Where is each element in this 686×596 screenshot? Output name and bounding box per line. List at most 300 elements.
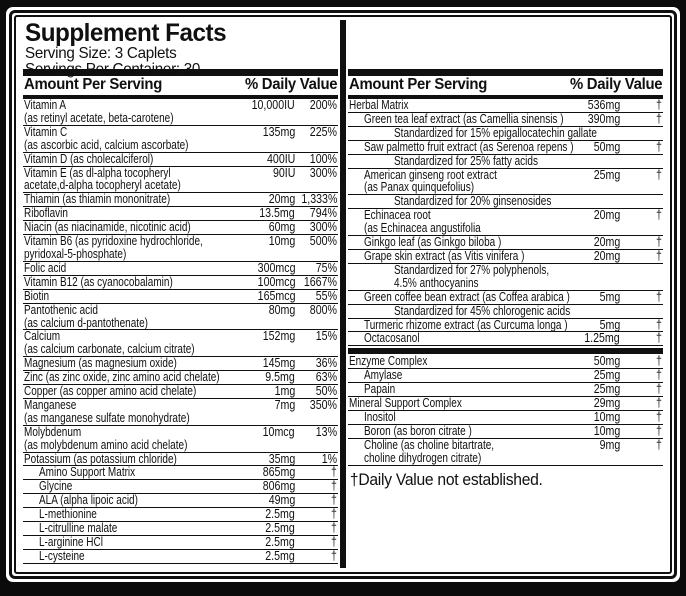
amount-value	[233, 153, 295, 166]
amount-text: 25mg	[593, 167, 620, 182]
ingredient-name-secondary: pyridoxal-5-phosphate)	[24, 246, 127, 261]
amount-text: 7mg	[274, 397, 295, 412]
ingredient-name: Enzyme Complex	[349, 354, 428, 369]
daily-value	[295, 153, 337, 166]
amount-text: 25mg	[593, 368, 620, 383]
daily-value	[295, 399, 337, 412]
ingredient-name-cell	[24, 167, 233, 193]
ingredient-name-cell	[349, 111, 564, 126]
ingredient-name: Amylase	[364, 368, 403, 383]
amount-value	[558, 383, 620, 396]
ingredient-name-cell	[24, 550, 233, 563]
table-row	[23, 522, 338, 536]
ingredient-name-cell	[24, 508, 233, 521]
table-row	[348, 291, 663, 305]
ingredient-name-cell	[24, 235, 233, 261]
daily-value-text: †	[656, 331, 662, 346]
daily-value-text: 13%	[315, 424, 337, 439]
daily-value-text: 50%	[315, 384, 337, 399]
daily-value-text: †	[656, 437, 662, 452]
daily-value	[295, 99, 337, 112]
ingredient-name-cell	[349, 397, 558, 410]
table-row	[348, 141, 663, 155]
table-row	[348, 236, 663, 250]
ingredient-name: Mineral Support Complex	[349, 396, 462, 411]
ingredient-name-cell	[349, 355, 558, 368]
amount-value	[558, 169, 620, 182]
ingredient-name-secondary: (as molybdenum amino acid chelate)	[24, 437, 188, 452]
ingredient-name-cell	[24, 276, 233, 289]
amount-text: 400IU	[266, 151, 295, 166]
amount-text: 145mg	[262, 356, 295, 371]
ingredient-name: L-citrulline malate	[39, 521, 118, 536]
daily-value	[295, 126, 337, 139]
ingredient-name-cell	[349, 425, 558, 438]
daily-value-text: 15%	[315, 329, 337, 344]
amount-text: 9mg	[599, 437, 620, 452]
table-row	[23, 426, 338, 453]
standardization-row	[348, 127, 663, 141]
daily-value	[620, 99, 662, 112]
ingredient-name: Vitamin C	[24, 124, 68, 139]
daily-value-header: % Daily Value	[244, 76, 337, 93]
ingredient-name: Glycine	[39, 479, 73, 494]
daily-value	[295, 235, 337, 248]
outer-frame	[9, 10, 677, 579]
ingredient-name: Grape skin extract (as Vitis vinifera )	[364, 248, 525, 263]
table-row	[23, 167, 338, 194]
ingredient-name-secondary: acetate,d-alpha tocopheryl acetate)	[24, 178, 181, 193]
ingredient-name: Magnesium (as magnesium oxide)	[24, 356, 177, 371]
table-row	[23, 357, 338, 371]
ingredient-name-cell	[24, 290, 233, 303]
daily-value-text: 1667%	[303, 274, 337, 289]
ingredient-name: Molybdenum	[24, 424, 82, 439]
ingredient-name: Green coffee bean extract (as Coffea arabica )	[364, 289, 570, 304]
amount-value	[233, 453, 295, 466]
daily-value-text: †	[656, 289, 662, 304]
amount-text: 165mcg	[257, 288, 295, 303]
ingredient-name-cell	[24, 494, 233, 507]
ingredient-name-secondary: (as manganese sulfate monohydrate)	[24, 410, 190, 425]
ingredient-name-cell	[349, 264, 662, 290]
ingredient-name-cell	[24, 193, 233, 206]
amount-value	[558, 355, 620, 368]
ingredient-name-cell	[24, 330, 233, 356]
ingredient-name: Inositol	[364, 409, 396, 424]
ingredient-name-cell	[349, 139, 574, 154]
ingredient-name: Riboflavin	[24, 206, 68, 221]
ingredient-name: Green tea leaf extract (as Camellia sinensis )	[364, 111, 564, 126]
amount-value	[558, 250, 620, 263]
table-row	[23, 126, 338, 153]
amount-value	[233, 235, 295, 248]
daily-value	[295, 480, 337, 493]
daily-value-text: 300%	[309, 165, 337, 180]
standardization-row	[348, 264, 663, 291]
table-row	[23, 304, 338, 331]
amount-text: 152mg	[262, 329, 295, 344]
table-row	[23, 221, 338, 235]
right-column-spacer	[348, 20, 663, 69]
amount-text: 10,000IU	[251, 98, 295, 112]
daily-value	[295, 290, 337, 303]
ingredient-name: Standardized for 25% fatty acids	[394, 153, 538, 168]
ingredient-name-secondary: choline dihydrogen citrate)	[364, 450, 482, 465]
page-title: Supplement Facts	[25, 19, 227, 47]
ingredient-name-cell	[24, 126, 233, 152]
daily-value	[295, 221, 337, 234]
amount-value	[233, 385, 295, 398]
ingredient-name: Vitamin E (as dl-alpha tocopheryl	[24, 165, 171, 180]
amount-value	[233, 371, 295, 384]
table-row	[23, 207, 338, 221]
ingredient-name: Vitamin D (as cholecalciferol)	[24, 151, 154, 166]
ingredient-name: Biotin	[24, 288, 50, 303]
ingredient-name-cell	[24, 385, 233, 398]
amount-text: 9.5mg	[265, 370, 295, 385]
ingredient-name-secondary: (as calcium d-pantothenate)	[24, 315, 148, 330]
ingredient-name-secondary: (as calcium carbonate, calcium citrate)	[24, 342, 195, 357]
daily-value-text: †	[331, 479, 337, 494]
amount-value	[233, 99, 295, 112]
daily-value-text: †	[331, 548, 337, 563]
amount-value	[233, 290, 295, 303]
label-mat	[6, 7, 680, 582]
amount-value	[233, 262, 295, 275]
ingredient-name-cell	[349, 209, 558, 235]
ingredient-name: Amino Support Matrix	[39, 465, 136, 480]
ingredient-name-cell	[24, 207, 233, 220]
ingredient-name-secondary: (as ascorbic acid, calcium ascorbate)	[24, 137, 189, 152]
table-row	[348, 99, 663, 113]
amount-value	[233, 207, 295, 220]
right-rows	[348, 99, 663, 466]
ingredient-name-cell	[349, 332, 558, 345]
daily-value-text: †	[656, 317, 662, 332]
amount-value	[233, 330, 295, 343]
daily-value-text: 75%	[315, 260, 337, 275]
daily-value	[295, 167, 337, 180]
daily-value-text: 225%	[309, 124, 337, 139]
ingredient-name-cell	[24, 262, 233, 275]
table-row	[23, 330, 338, 357]
table-row	[23, 536, 338, 550]
amount-value	[233, 522, 295, 535]
ingredient-name-cell	[24, 371, 233, 384]
ingredient-name: Papain	[364, 382, 396, 397]
amount-text: 25mg	[593, 382, 620, 397]
serving-size: Serving Size: 3 Caplets	[25, 45, 177, 62]
ingredient-name: Standardized for 45% chlorogenic acids	[394, 303, 571, 318]
ingredient-name-cell	[24, 522, 233, 535]
daily-value-text: 500%	[309, 234, 337, 249]
amount-text: 20mg	[268, 192, 295, 207]
amount-text: 80mg	[268, 302, 295, 317]
daily-value-text: †	[656, 98, 662, 112]
ingredient-name: Standardized for 20% ginsenosides	[394, 194, 552, 209]
ingredient-name-cell	[349, 439, 558, 465]
daily-value-text: †	[656, 111, 662, 126]
daily-value-text: 55%	[315, 288, 337, 303]
table-row	[23, 276, 338, 290]
table-row	[348, 319, 663, 333]
ingredient-name: Potassium (as potassium chloride)	[24, 451, 177, 466]
daily-value-text: †	[656, 235, 662, 250]
amount-text: 536mg	[587, 98, 620, 112]
daily-value-text: †	[656, 368, 662, 383]
ingredient-name-cell	[24, 536, 233, 549]
daily-value	[620, 332, 662, 345]
ingredient-name: Ginkgo leaf (as Ginkgo biloba )	[364, 235, 502, 250]
amount-text: 49mg	[268, 493, 295, 508]
right-column	[348, 20, 663, 568]
section-divider-bar	[348, 348, 663, 354]
amount-text: 865mg	[262, 465, 295, 480]
ingredient-name-secondary: 4.5% anthocyanins	[394, 275, 479, 290]
amount-value	[233, 357, 295, 370]
table-row	[348, 439, 663, 466]
ingredient-name: Pantothenic acid	[24, 302, 98, 317]
ingredient-name-cell	[349, 195, 662, 208]
daily-value	[620, 319, 662, 332]
right-table-header	[348, 69, 663, 99]
daily-value	[620, 369, 662, 382]
amount-value	[558, 113, 620, 126]
table-row	[348, 169, 663, 196]
ingredient-name-cell	[24, 466, 233, 479]
amount-value	[558, 99, 620, 112]
table-row	[23, 480, 338, 494]
column-divider	[340, 20, 346, 568]
table-row	[348, 383, 663, 397]
daily-value	[295, 466, 337, 479]
table-row	[23, 466, 338, 480]
amount-text: 5mg	[599, 317, 620, 332]
ingredient-name-cell	[349, 169, 558, 195]
daily-value-text: †	[656, 139, 662, 154]
amount-value	[233, 550, 295, 563]
daily-value-text: 100%	[309, 151, 337, 166]
amount-value	[233, 126, 295, 139]
daily-value-text: †	[656, 248, 662, 263]
amount-text: 50mg	[593, 354, 620, 369]
standardization-row	[348, 195, 663, 209]
ingredient-name: Standardized for 27% polyphenols,	[394, 262, 550, 277]
table-row	[348, 113, 663, 127]
ingredient-name: Thiamin (as thiamin mononitrate)	[24, 192, 171, 207]
amount-value	[233, 494, 295, 507]
inner-frame	[14, 15, 672, 574]
ingredient-name-cell	[24, 221, 233, 234]
amount-value	[233, 508, 295, 521]
daily-value-header: % Daily Value	[569, 76, 662, 93]
daily-value	[620, 250, 662, 263]
title-block	[23, 19, 338, 79]
table-row	[23, 193, 338, 207]
amount-value	[233, 304, 295, 317]
ingredient-name: L-cysteine	[39, 548, 85, 563]
daily-value	[620, 141, 662, 154]
ingredient-name-secondary: (as retinyl acetate, beta-carotene)	[24, 110, 174, 125]
amount-text: 2.5mg	[265, 548, 295, 563]
daily-value	[295, 304, 337, 317]
ingredient-name-cell	[24, 426, 233, 452]
amount-value	[558, 425, 620, 438]
ingredient-name-cell	[349, 155, 662, 168]
table-row	[348, 209, 663, 236]
ingredient-name-secondary: (as Panax quinquefolius)	[364, 180, 475, 195]
ingredient-name-cell	[349, 289, 570, 304]
daily-value-text: †	[656, 167, 662, 182]
amount-value	[233, 466, 295, 479]
ingredient-name-cell	[349, 317, 568, 332]
table-row	[348, 355, 663, 369]
amount-text: 390mg	[587, 111, 620, 126]
daily-value	[620, 355, 662, 368]
daily-value-text: 63%	[315, 370, 337, 385]
left-column	[23, 20, 338, 568]
amount-value	[233, 167, 295, 180]
ingredient-name: Boron (as boron citrate )	[364, 423, 472, 438]
table-row	[23, 262, 338, 276]
table-row	[23, 235, 338, 262]
ingredient-name: Standardized for 15% epigallocatechin gallate	[394, 125, 597, 140]
amount-value	[558, 332, 620, 345]
daily-value-text: 794%	[309, 206, 337, 221]
daily-value	[295, 330, 337, 343]
daily-value	[620, 383, 662, 396]
amount-value	[233, 221, 295, 234]
ingredient-name-cell	[24, 304, 233, 330]
amount-per-serving-header: Amount Per Serving	[24, 76, 163, 93]
daily-value-text: †	[656, 208, 662, 223]
ingredient-name: Echinacea root	[364, 208, 431, 223]
daily-value	[620, 169, 662, 182]
daily-value	[295, 371, 337, 384]
amount-text: 10mg	[593, 409, 620, 424]
amount-value	[558, 369, 620, 382]
label-content	[23, 20, 663, 568]
daily-value-text: †	[656, 354, 662, 369]
daily-value	[295, 508, 337, 521]
daily-value-text: †	[331, 465, 337, 480]
amount-value	[233, 193, 295, 206]
amount-text: 90IU	[272, 165, 295, 180]
amount-text: 2.5mg	[265, 535, 295, 549]
amount-text: 10mcg	[263, 424, 295, 439]
amount-text: 13.5mg	[259, 206, 295, 221]
ingredient-name-cell	[349, 383, 558, 396]
amount-value	[558, 411, 620, 424]
amount-value	[233, 399, 295, 412]
amount-text: 300mcg	[257, 260, 295, 275]
ingredient-name-cell	[349, 305, 662, 318]
daily-value	[295, 522, 337, 535]
daily-value-text: †	[656, 396, 662, 411]
ingredient-name-cell	[349, 411, 558, 424]
daily-value	[295, 426, 337, 439]
amount-text: 60mg	[268, 220, 295, 235]
daily-value-text: †	[656, 423, 662, 438]
standardization-row	[348, 305, 663, 319]
ingredient-name-cell	[24, 357, 233, 370]
table-row	[348, 425, 663, 439]
amount-value	[558, 397, 620, 410]
daily-value-text: 300%	[309, 220, 337, 235]
table-row	[23, 399, 338, 426]
ingredient-name-cell	[24, 153, 233, 166]
ingredient-name: Octacosanol	[364, 331, 420, 346]
table-row	[348, 332, 663, 346]
daily-value	[620, 236, 662, 249]
standardization-row	[348, 155, 663, 169]
daily-value	[620, 397, 662, 410]
daily-value	[295, 385, 337, 398]
ingredient-name: L-arginine HCl	[39, 535, 103, 549]
ingredient-name: Saw palmetto fruit extract (as Serenoa repens )	[364, 139, 574, 154]
daily-value-text: 1,333%	[301, 192, 338, 207]
ingredient-name: ALA (alpha lipoic acid)	[39, 493, 138, 508]
daily-value	[620, 209, 662, 222]
amount-value	[233, 536, 295, 549]
ingredient-name-cell	[24, 399, 233, 425]
daily-value-text: †	[656, 382, 662, 397]
daily-value-text: 800%	[309, 302, 337, 317]
daily-value	[620, 439, 662, 452]
ingredient-name-cell	[24, 453, 233, 466]
ingredient-name: Vitamin B6 (as pyridoxine hydrochloride,	[24, 234, 203, 249]
table-row	[348, 411, 663, 425]
ingredient-name-cell	[24, 480, 233, 493]
ingredient-name: Vitamin B12 (as cyanocobalamin)	[24, 274, 173, 289]
daily-value-text: 200%	[309, 98, 337, 112]
ingredient-name: Choline (as choline bitartrate,	[364, 437, 495, 452]
amount-text: 29mg	[593, 396, 620, 411]
daily-value	[620, 425, 662, 438]
ingredient-name: Calcium	[24, 329, 61, 344]
ingredient-name: Manganese	[24, 397, 77, 412]
daily-value-text: †	[331, 493, 337, 508]
amount-value	[233, 480, 295, 493]
table-row	[348, 397, 663, 411]
daily-value-text: †	[656, 409, 662, 424]
ingredient-name-cell	[349, 369, 558, 382]
daily-value	[620, 411, 662, 424]
amount-value	[233, 426, 295, 439]
amount-value	[558, 236, 620, 249]
amount-text: 1mg	[274, 384, 295, 399]
servings-per-container: Servings Per Container: 30	[25, 61, 201, 79]
table-row	[23, 508, 338, 522]
daily-value-footnote: †Daily Value not established.	[349, 470, 543, 489]
amount-text: 10mg	[593, 423, 620, 438]
amount-value	[558, 319, 620, 332]
ingredient-name: Vitamin A	[24, 98, 67, 112]
ingredient-name: Copper (as copper amino acid chelate)	[24, 384, 197, 399]
amount-text: 20mg	[593, 208, 620, 223]
table-row	[23, 290, 338, 304]
daily-value-text: †	[331, 535, 337, 549]
daily-value	[295, 262, 337, 275]
amount-text: 35mg	[268, 451, 295, 466]
ingredient-name-cell	[349, 250, 558, 263]
daily-value	[295, 453, 337, 466]
amount-text: 2.5mg	[265, 507, 295, 522]
ingredient-name: Herbal Matrix	[349, 98, 409, 112]
daily-value-text: 350%	[309, 397, 337, 412]
ingredient-name-cell	[24, 99, 233, 125]
